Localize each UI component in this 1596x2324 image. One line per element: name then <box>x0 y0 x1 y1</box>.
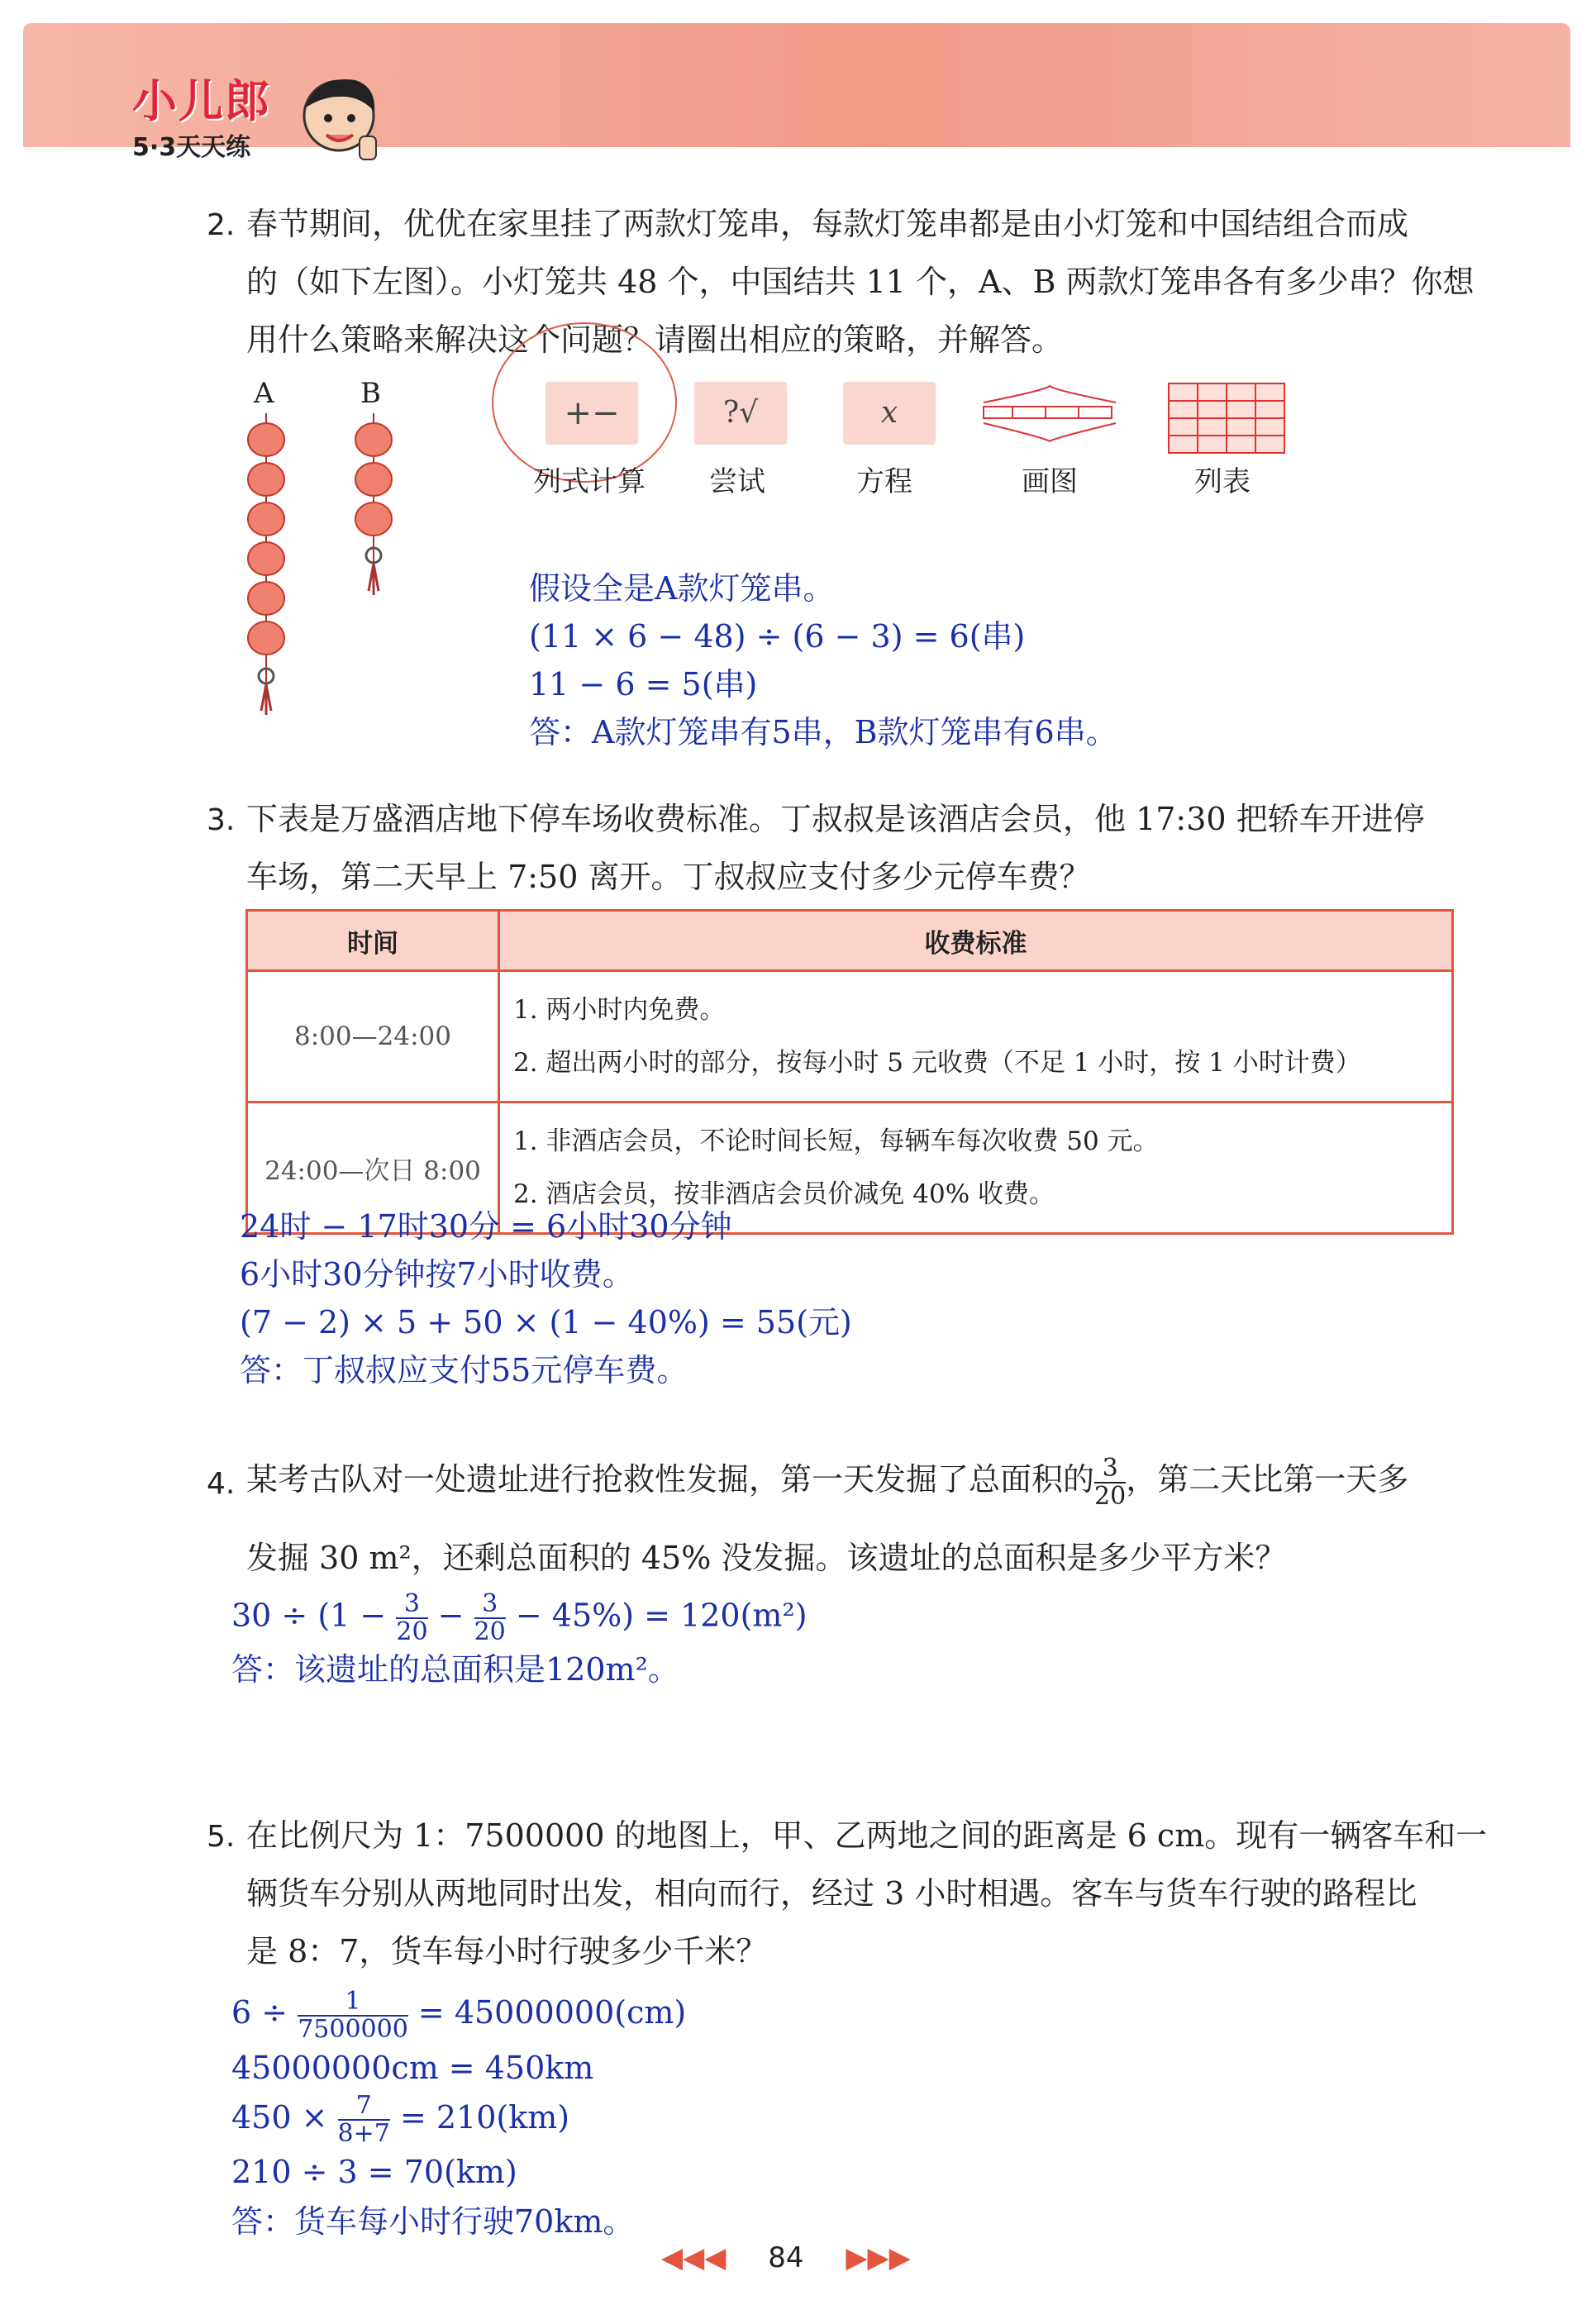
q2-answer-line-3: 11 − 6 = 5(串) <box>529 666 758 702</box>
q5-line-1: 在比例尺为 1：7500000 的地图上，甲、乙两地之间的距离是 6 cm。现有一辆客车和一 <box>246 1817 1488 1854</box>
strategy-equation-label: 方程 <box>856 465 912 498</box>
fee-time-cell: 8:00—24:00 <box>247 971 499 1102</box>
q2-text <box>246 195 1474 369</box>
q3-number: 3. <box>207 803 236 837</box>
q4-answer-line-2: 答：该遗址的总面积是120m²。 <box>231 1651 679 1688</box>
fee-table <box>245 909 1454 1235</box>
q2-answer <box>529 564 1117 756</box>
fee-table-header-time: 时间 <box>247 911 499 971</box>
lantern-a-label: A <box>254 377 274 410</box>
strategy-table-label: 列表 <box>1194 465 1251 498</box>
brand-title: 小儿郎 <box>132 75 271 127</box>
strategy-calc-icon[interactable]: +− <box>545 382 638 445</box>
table-row <box>247 971 1453 1102</box>
q3-answer-line-4: 答：丁叔叔应支付55元停车费。 <box>240 1352 688 1388</box>
q5-answer-line-4: 210 ÷ 3 = 70(km) <box>231 2154 517 2190</box>
q2-line-1: 春节期间，优优在家里挂了两款灯笼串，每款灯笼串都是由小灯笼和中国结组合而成 <box>246 206 1409 242</box>
q3-answer-line-2: 6小时30分钟按7小时收费。 <box>240 1256 634 1293</box>
q3-answer <box>240 1202 852 1394</box>
q3-answer-line-1: 24时 − 17时30分 = 6小时30分钟 <box>240 1208 732 1245</box>
strategy-table-icon[interactable] <box>1167 382 1287 456</box>
q5-answer-line-1: 6 ÷ $\frac{1}{7500000}$ = 45000000(cm) <box>231 1986 687 2044</box>
prev-page-icon[interactable]: ◀◀◀ <box>661 2241 727 2274</box>
q4-answer-line-1: 30 ÷ (1 − $\frac{3}{20}$ − $\frac{3}{20}$ − 45%) = 120(m²) <box>231 1589 808 1646</box>
q5-answer-line-5: 答：货车每小时行驶70km。 <box>231 2203 635 2240</box>
fee-table-header-rules: 收费标准 <box>499 911 1453 971</box>
q2-answer-line-1: 假设全是A款灯笼串。 <box>529 570 835 607</box>
q3-line-1: 下表是万盛酒店地下停车场收费标准。丁叔叔是该酒店会员，他 17:30 把轿车开进停 <box>246 801 1425 837</box>
q2-line-3: 用什么策略来解决这个问题？请圈出相应的策略，并解答。 <box>246 321 1064 358</box>
q5-line-2: 辆货车分别从两地同时出发，相向而行，经过 3 小时相遇。客车与货车行驶的路程比 <box>246 1875 1417 1912</box>
q5-answer-line-3: 450 × $\frac{7}{8+7}$ = 210(km) <box>231 2091 570 2148</box>
q2-answer-line-2: (11 × 6 − 48) ÷ (6 − 3) = 6(串) <box>529 618 1026 655</box>
q4-fraction: $\frac{3}{20}$ <box>1094 1453 1127 1511</box>
strategy-draw-icon[interactable] <box>979 382 1120 448</box>
fee-time-cell: 24:00—次日 8:00 <box>247 1102 499 1234</box>
mascot-icon <box>293 70 384 169</box>
q4-answer <box>231 1591 808 1693</box>
q5-line-3: 是 8：7，货车每小时行驶多少千米？ <box>246 1933 768 1969</box>
next-page-icon[interactable]: ▶▶▶ <box>846 2241 911 2274</box>
q2-answer-line-4: 答：A款灯笼串有5串，B款灯笼串有6串。 <box>529 714 1117 750</box>
fee-table-header <box>247 911 1453 971</box>
fee-rule: 1. 非酒店会员，不论时间长短，每辆车每次收费 50 元。 <box>513 1126 1159 1156</box>
q5-number: 5. <box>207 1820 236 1854</box>
fee-rules-cell <box>499 971 1453 1102</box>
q5-text <box>246 1807 1487 1980</box>
brand-logo <box>132 66 271 163</box>
q4-line-2: 发掘 30 m²，还剩总面积的 45% 没发掘。该遗址的总面积是多少平方米？ <box>246 1540 1287 1576</box>
brand-subtitle: 5·3天天练 <box>132 133 251 162</box>
page-number: 84 <box>768 2241 804 2274</box>
fee-rule: 2. 酒店会员，按非酒店会员价减免 40% 收费。 <box>513 1179 1055 1209</box>
strategy-try-label: 尝试 <box>709 465 765 498</box>
q2-number: 2. <box>207 208 236 242</box>
q3-line-2: 车场，第二天早上 7:50 离开。丁叔叔应支付多少元停车费？ <box>246 859 1091 895</box>
q4-number: 4. <box>207 1467 236 1501</box>
q3-answer-line-3: (7 − 2) × 5 + 50 × (1 − 40%) = 55(元) <box>240 1304 852 1341</box>
lantern-strings-figure <box>240 413 405 727</box>
fee-rule: 1. 两小时内免费。 <box>513 995 726 1025</box>
strategy-equation-icon[interactable]: x <box>843 382 936 445</box>
q2-line-2: 的（如下左图）。小灯笼共 48 个，中国结共 11 个，A、B 两款灯笼串各有多少串？你想 <box>246 264 1475 300</box>
q5-answer <box>231 1988 686 2246</box>
strategy-draw-label: 画图 <box>1022 465 1078 498</box>
lantern-string-b-icon <box>355 413 392 595</box>
lantern-string-a-icon <box>248 413 284 715</box>
q4-line-1: 某考古队对一处遗址进行抢救性发掘，第一天发掘了总面积的 $\frac{3}{20}$ ，第二天比第一天多 <box>246 1453 1409 1511</box>
strategy-calc-label: 列式计算 <box>533 465 646 498</box>
q3-text <box>246 790 1425 906</box>
page-footer <box>661 2241 911 2274</box>
fee-rule: 2. 超出两小时的部分，按每小时 5 元收费（不足 1 小时，按 1 小时计费） <box>513 1048 1361 1078</box>
strategy-try-icon[interactable]: ?√ <box>694 382 787 445</box>
q5-answer-line-2: 45000000cm = 450km <box>231 2049 594 2086</box>
lantern-b-label: B <box>360 377 381 410</box>
